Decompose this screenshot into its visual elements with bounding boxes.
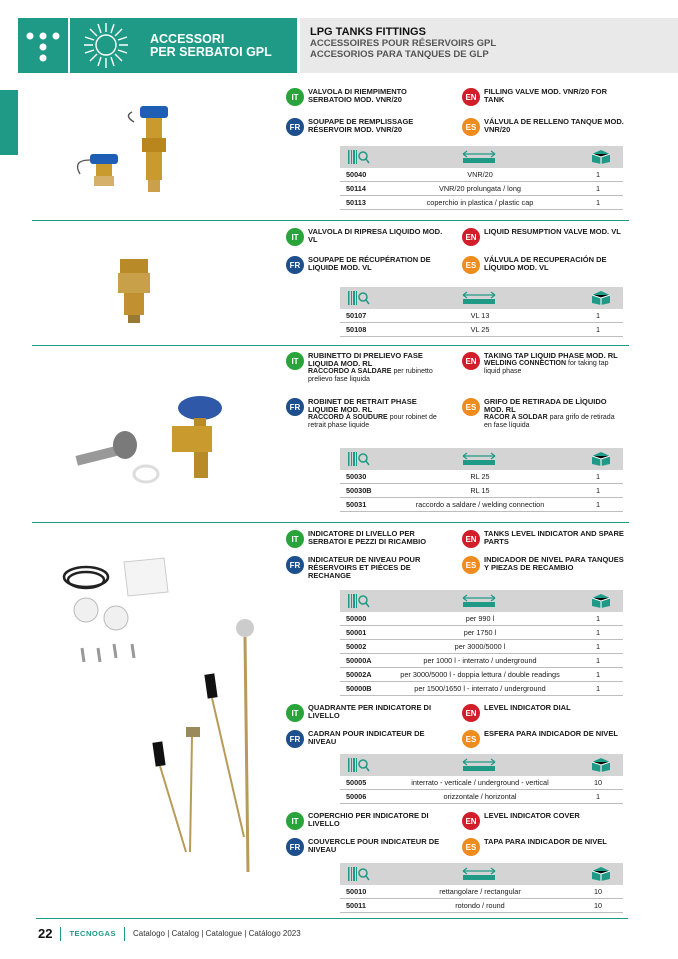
product-table (340, 287, 623, 337)
barcode-icon (348, 452, 370, 466)
lang-badge-fr: FR (286, 556, 304, 574)
product-desc: per 1000 l - interrato / underground (423, 656, 537, 665)
product-table (340, 448, 623, 512)
desc-text-it: INDICATORE DI LIVELLO PER SERBATOI E PEZZI DI RICAMBIO (308, 529, 427, 547)
product-code: 50030B (346, 486, 372, 495)
lang-badge-it: IT (286, 704, 304, 722)
product-code: 50006 (346, 792, 367, 801)
product-qty: 10 (593, 778, 603, 787)
product-table (340, 863, 623, 913)
product-code: 50010 (346, 887, 367, 896)
desc-it (286, 352, 448, 384)
table-row (340, 776, 623, 790)
product-qty: 1 (595, 670, 601, 679)
product-code: 50108 (346, 325, 367, 334)
product-table (340, 754, 623, 804)
product-desc: rotondo / round (455, 901, 505, 910)
product-desc: per 990 l (465, 614, 495, 623)
product-desc: VL 25 (470, 325, 490, 334)
table-row (340, 640, 623, 654)
section-divider (32, 522, 629, 523)
product-qty: 10 (593, 887, 603, 896)
footer-rule (36, 918, 628, 919)
product-qty: 10 (593, 901, 603, 910)
table-row (340, 182, 623, 196)
product-qty: 1 (595, 642, 601, 651)
table-header (340, 754, 623, 776)
product-table (340, 146, 623, 210)
product-code: 50005 (346, 778, 367, 787)
package-icon (590, 594, 612, 608)
barcode-icon (348, 291, 370, 305)
table-header (340, 590, 623, 612)
desc-en (462, 88, 624, 106)
lang-badge-es: ES (462, 118, 480, 136)
desc-text-fr: CADRAN POUR INDICATEUR DE NIVEAU (308, 729, 425, 747)
footer-text: Catalogo | Catalog | Catalogue | Catálogo 2023 (132, 929, 301, 938)
product-qty: 1 (595, 792, 601, 801)
barcode-icon (348, 758, 370, 772)
desc-text-es: ESFERA PARA INDICADOR DE NIVEL (484, 729, 618, 738)
table-row (340, 899, 623, 913)
desc-text-fr: INDICATEUR DE NIVEAU POUR RÉSERVOIRS ET PIÈCES DE RECHANGE (308, 555, 421, 581)
desc-text-it: VALVOLA DI RIPRESA LIQUIDO MOD. VL (308, 227, 443, 245)
section-divider (32, 345, 629, 346)
product-code: 50114 (346, 184, 366, 193)
desc-fr (286, 256, 448, 274)
product-desc: interrato - verticale / underground - vertical (411, 778, 549, 787)
desc-text-fr: ROBINET DE RETRAIT PHASE LIQUIDE MOD. RL RACCORD À SOUDURE pour robinet de retrait phase liquide (308, 397, 437, 430)
product-desc: per 3000/5000 l (454, 642, 506, 651)
table-row (340, 668, 623, 682)
lang-badge-es: ES (462, 256, 480, 274)
footer-divider (60, 927, 61, 941)
table-row (340, 885, 623, 899)
section-divider (32, 220, 629, 221)
desc-es (462, 838, 624, 856)
sunburst-icon (70, 18, 142, 73)
lang-badge-fr: FR (286, 398, 304, 416)
lang-badge-en: EN (462, 228, 480, 246)
ruler-icon (462, 758, 496, 772)
desc-text-it: QUADRANTE PER INDICATORE DI LIVELLO (308, 703, 432, 721)
product-code: 50011 (346, 901, 366, 910)
table-row (340, 309, 623, 323)
desc-text-es: GRIFO DE RETIRADA DE LÌQUIDO MOD. RL RACOR A SOLDAR para grifo de retirada en fase líquida (484, 397, 615, 430)
desc-text-it: COPERCHIO PER INDICATORE DI LIVELLO (308, 811, 429, 829)
desc-fr (286, 556, 448, 581)
desc-en (462, 352, 624, 376)
package-icon (590, 291, 612, 305)
desc-it (286, 530, 448, 548)
product-qty: 1 (595, 486, 601, 495)
table-row (340, 626, 623, 640)
title-es: ACCESORIOS PARA TANQUES DE GLP (310, 49, 489, 60)
product-code: 50001 (346, 628, 367, 637)
product-code: 50040 (346, 170, 367, 179)
lang-badge-it: IT (286, 88, 304, 106)
desc-fr (286, 730, 448, 748)
desc-text-es: TAPA PARA INDICADOR DE NIVEL (484, 837, 607, 846)
product-qty: 1 (595, 325, 601, 334)
table-row (340, 470, 623, 484)
desc-text-en: TANKS LEVEL INDICATOR AND SPARE PARTS (484, 529, 624, 547)
product-code: 50031 (346, 500, 367, 509)
package-icon (590, 150, 612, 164)
lang-badge-en: EN (462, 530, 480, 548)
desc-it (286, 88, 448, 106)
product-qty: 1 (595, 472, 601, 481)
ruler-icon (462, 867, 496, 881)
lang-badge-es: ES (462, 556, 480, 574)
desc-text-es: INDICADOR DE NIVEL PARA TANQUES Y PIEZAS DE RECAMBIO (484, 555, 624, 573)
product-qty: 1 (595, 628, 601, 637)
desc-text-it: VALVOLA DI RIEMPIMENTO SERBATOIO MOD. VNR/20 (308, 87, 407, 105)
page-title (300, 18, 678, 73)
table-row (340, 168, 623, 182)
desc-fr (286, 838, 448, 856)
desc-text-es: VÁLVULA DE RECUPERACIÓN DE LÍQUIDO MOD. VL (484, 255, 607, 273)
liquid-resumption-valve-image (110, 255, 160, 330)
desc-text-en: LEVEL INDICATOR DIAL (484, 703, 571, 712)
product-code: 50002 (346, 642, 367, 651)
section-title-line1: ACCESSORI (150, 32, 225, 46)
lang-badge-en: EN (462, 812, 480, 830)
desc-text-en: FILLING VALVE MOD. VNR/20 FOR TANK (484, 87, 608, 105)
product-qty: 1 (595, 198, 601, 207)
product-code: 50002A (346, 670, 372, 679)
desc-text-fr: SOUPAPE DE RÉCUPÉRATION DE LIQUIDE MOD. VL (308, 255, 431, 273)
lang-badge-es: ES (462, 838, 480, 856)
product-code: 50113 (346, 198, 366, 207)
product-table (340, 590, 623, 696)
desc-en (462, 228, 624, 246)
table-header (340, 146, 623, 168)
ruler-icon (462, 452, 496, 466)
desc-text-en: TAKING TAP LIQUID PHASE MOD. RL WELDING CONNECTION for taking tap liquid phase (484, 351, 618, 376)
desc-es (462, 256, 624, 274)
footer-divider (124, 927, 125, 941)
lang-badge-fr: FR (286, 838, 304, 856)
desc-text-fr: SOUPAPE DE REMPLISSAGE RÉSERVOIR MOD. VNR/20 (308, 117, 414, 135)
package-icon (590, 867, 612, 881)
product-desc: VNR/20 (467, 170, 493, 179)
table-row (340, 196, 623, 210)
product-desc: rettangolare / rectangular (439, 887, 521, 896)
table-row (340, 654, 623, 668)
table-row (340, 498, 623, 512)
title-en: LPG TANKS FITTINGS (310, 26, 426, 38)
lang-badge-es: ES (462, 398, 480, 416)
product-code: 50000A (346, 656, 372, 665)
desc-text-es: VÁLVULA DE RELLENO TANQUE MOD. VNR/20 (484, 117, 624, 135)
product-qty: 1 (595, 184, 601, 193)
table-row (340, 682, 623, 696)
lang-badge-it: IT (286, 228, 304, 246)
lang-badge-it: IT (286, 530, 304, 548)
lang-badge-it: IT (286, 352, 304, 370)
table-row (340, 612, 623, 626)
barcode-icon (348, 594, 370, 608)
desc-text-en: LIQUID RESUMPTION VALVE MOD. VL (484, 227, 621, 236)
table-row (340, 323, 623, 337)
desc-text-fr: COUVERCLE POUR INDICATEUR DE NIVEAU (308, 837, 440, 855)
desc-text-it: RUBINETTO DI PRELIEVO FASE LIQUIDA MOD. RL RACCORDO A SALDARE per rubinetto prelievo fase liquida (308, 351, 433, 384)
desc-it (286, 228, 448, 246)
product-code: 50000 (346, 614, 367, 623)
lang-badge-en: EN (462, 88, 480, 106)
desc-text-en: LEVEL INDICATOR COVER (484, 811, 580, 820)
barcode-icon (348, 867, 370, 881)
product-desc: orizzontale / horizontal (443, 792, 517, 801)
ruler-icon (462, 594, 496, 608)
lang-badge-it: IT (286, 812, 304, 830)
desc-fr (286, 398, 448, 430)
desc-es (462, 556, 624, 574)
lang-badge-en: EN (462, 704, 480, 722)
product-qty: 1 (595, 500, 601, 509)
page-number: 22 (38, 926, 53, 941)
product-qty: 1 (595, 170, 601, 179)
lang-badge-fr: FR (286, 118, 304, 136)
product-desc: RL 25 (470, 472, 490, 481)
table-row (340, 484, 623, 498)
product-qty: 1 (595, 684, 601, 693)
desc-en (462, 704, 624, 722)
product-desc: RL 15 (470, 486, 490, 495)
product-code: 50030 (346, 472, 367, 481)
section-title-line2: PER SERBATOI GPL (150, 45, 272, 59)
package-icon (590, 452, 612, 466)
lang-badge-fr: FR (286, 730, 304, 748)
side-tab (0, 90, 18, 155)
page-header (18, 18, 678, 73)
title-fr: ACCESSOIRES POUR RÉSERVOIRS GPL (310, 38, 497, 49)
barcode-icon (348, 150, 370, 164)
desc-fr (286, 118, 448, 136)
desc-es (462, 730, 624, 748)
desc-it (286, 812, 448, 830)
section-title (142, 18, 297, 73)
table-header (340, 448, 623, 470)
footer-brand: TECNOGAS (69, 929, 116, 938)
product-desc: raccordo a saldare / welding connection (415, 500, 545, 509)
lang-badge-es: ES (462, 730, 480, 748)
liquid-tap-image (70, 390, 230, 490)
product-qty: 1 (595, 656, 601, 665)
lang-badge-en: EN (462, 352, 480, 370)
table-header (340, 863, 623, 885)
product-desc: VNR/20 prolungata / long (439, 184, 521, 193)
product-qty: 1 (595, 311, 601, 320)
table-row (340, 790, 623, 804)
level-indicator-image (58, 552, 268, 892)
ruler-icon (462, 150, 496, 164)
desc-en (462, 530, 624, 548)
lang-badge-fr: FR (286, 256, 304, 274)
footer (38, 926, 301, 941)
desc-es (462, 398, 624, 430)
desc-en (462, 812, 624, 830)
table-header (340, 287, 623, 309)
tecnogas-logo (18, 18, 68, 73)
product-qty: 1 (595, 614, 601, 623)
product-desc: per 1750 l (463, 628, 497, 637)
filling-valve-image (70, 98, 180, 208)
product-desc: VL 13 (470, 311, 490, 320)
ruler-icon (462, 291, 496, 305)
product-desc: per 3000/5000 l - doppia lettura / double readings (400, 670, 560, 679)
product-desc: per 1500/1650 l - interrato / underground (414, 684, 546, 693)
product-code: 50000B (346, 684, 372, 693)
product-desc: coperchio in plastica / plastic cap (426, 198, 534, 207)
desc-es (462, 118, 624, 136)
product-code: 50107 (346, 311, 367, 320)
desc-it (286, 704, 448, 722)
package-icon (590, 758, 612, 772)
